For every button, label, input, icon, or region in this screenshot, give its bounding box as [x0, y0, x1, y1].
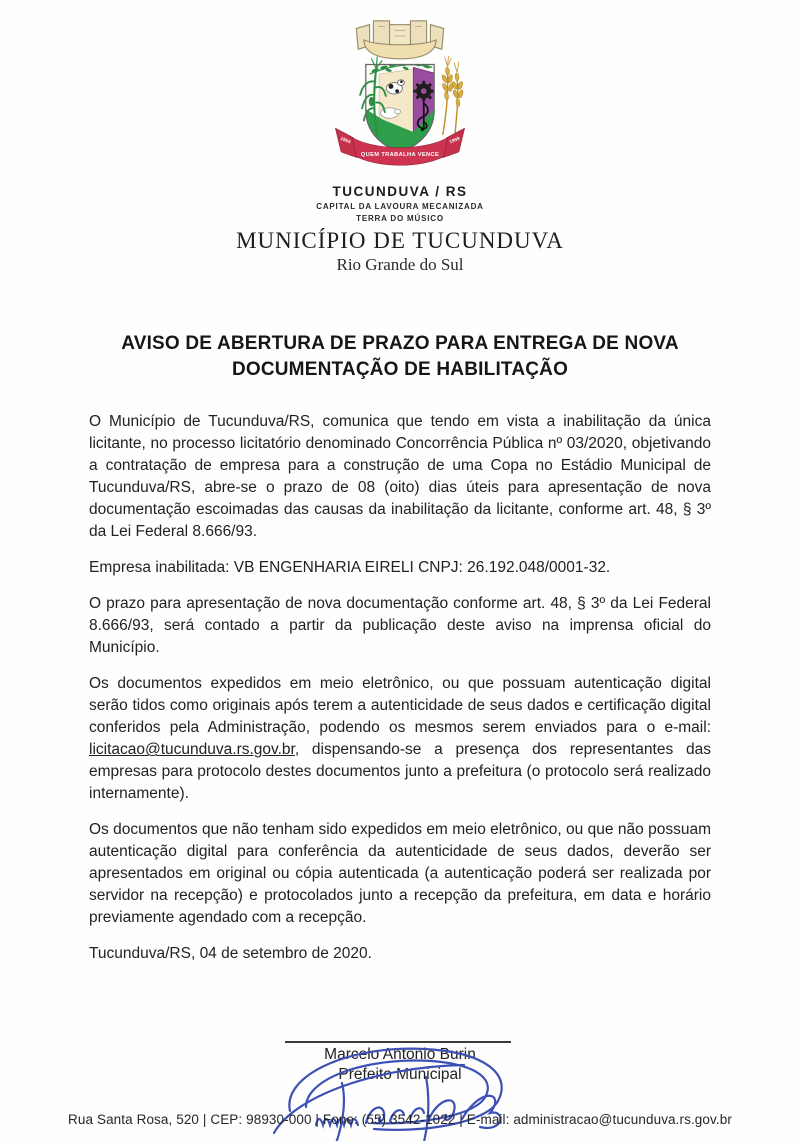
municipality-name: MUNICÍPIO DE TUCUNDUVA [236, 228, 564, 253]
footer-contact-line: Rua Santa Rosa, 520 | CEP: 98930-000 | Fone: (55) 3542-1022 | E-mail: administracao@tucunduva.rs.gov.br [68, 1112, 732, 1127]
signer-name: Marcelo Antônio Burin [324, 1046, 476, 1064]
wheat-icon [441, 56, 464, 135]
paragraph-physical-documents: Os documentos que não tenham sido expedidos em meio eletrônico, ou que não possuam autenticação digital para conferência da autenticidade de seus dados, deverão ser apresentados em original ou cópia autenticada (a autenticação poderá ser realizada por servidor na recepção) e protocolados junto a recepção da prefeitura, em data e horário previamente agendado com a recepção. [89, 821, 711, 927]
ribbon-year-right: 1959 [449, 136, 461, 146]
signer-role: Prefeito Municipal [338, 1066, 462, 1084]
city-subtitle-1: CAPITAL DA LAVOURA MECANIZADA [316, 202, 484, 211]
coat-of-arms [324, 13, 476, 175]
paragraph-intro: O Município de Tucunduva/RS, comunica que tendo em vista a inabilitação da única licitante, no processo licitatório denominado Concorrência Pública nº 03/2020, objetivando a contratação de empresa para a construção de uma Copa no Estádio Municipal de Tucunduva/RS, abre-se o prazo de 08 (oito) dias úteis para apresentação de nova documentação escoimadas das causas da inabilitação da licitante, conforme art. 48, § 3º da Lei Federal 8.666/93. [89, 413, 711, 541]
signature-line [285, 1041, 511, 1043]
paragraph-disqualified-company: Empresa inabilitada: VB ENGENHARIA EIRELI CNPJ: 26.192.048/0001-32. [89, 559, 611, 577]
paragraph-electronic-before: Os documentos expedidos em meio eletrônico, ou que possuam autenticação digital serão tidos como originais após terem a autenticidade de seus dados e certificação digital conferidos pela Administração, podendo os mesmos serem enviados para o e-mail: [89, 675, 711, 737]
document-title-line1: AVISO DE ABERTURA DE PRAZO PARA ENTREGA DE NOVA [121, 333, 679, 354]
document-body [89, 331, 711, 1085]
letterhead [0, 0, 800, 275]
ribbon-motto: QUEM TRABALHA VENCE [360, 151, 440, 158]
city-name: TUCUNDUVA / RS [332, 184, 468, 199]
city-subtitle-2: TERRA DO MÚSICO [356, 214, 444, 223]
state-name: Rio Grande do Sul [336, 255, 464, 274]
mural-crown-icon [356, 21, 443, 59]
signature-block [250, 1041, 550, 1085]
coat-of-arms-graphic [324, 13, 476, 175]
paragraph-deadline: O prazo para apresentação de nova documentação conforme art. 48, § 3º da Lei Federal 8.666/93, será contado a partir da publicação deste aviso na imprensa oficial do Município. [89, 595, 711, 657]
document-title-line2: DOCUMENTAÇÃO DE HABILITAÇÃO [231, 358, 569, 380]
paragraph-electronic-after: , dispensando-se a presença dos representantes das empresas para protocolo destes documentos junto a prefeitura (o protocolo será realizado internamente). [89, 741, 711, 803]
document-title [89, 331, 711, 382]
email-link: licitacao@tucunduva.rs.gov.br [89, 741, 295, 759]
date-line: Tucunduva/RS, 04 de setembro de 2020. [89, 945, 372, 963]
ribbon-year-left: 1954 [339, 136, 351, 146]
paragraph-electronic-documents [89, 673, 711, 805]
